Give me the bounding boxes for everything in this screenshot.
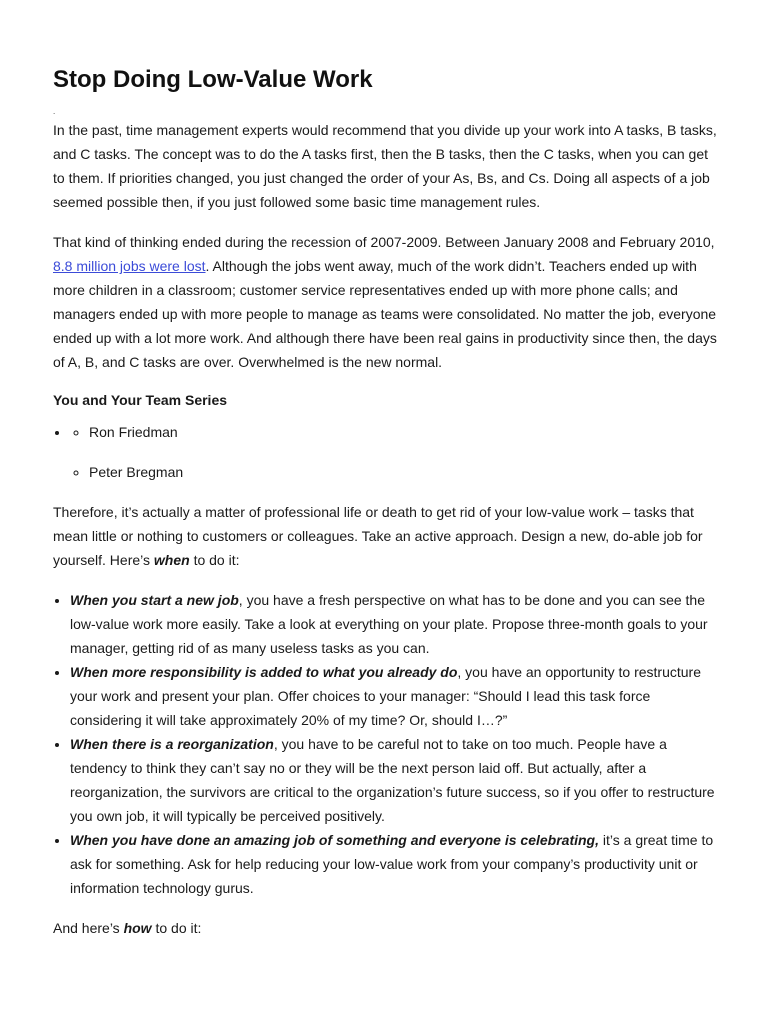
when-list (53, 588, 720, 900)
paragraph-intro: In the past, time management experts would recommend that you divide up your work into A tasks, B tasks, and C tasks. The concept was to do the A tasks first, then the B tasks, then the C tasks, when you can get to them. If priorities changed, you just changed the order of your As, Bs, and Cs. Doing all aspects of a job seemed possible then, if you just followed some basic time management rules. (53, 122, 717, 210)
series-list-item (70, 420, 720, 484)
article-title: Stop Doing Low-Value Work (53, 66, 373, 93)
when-list-item (70, 828, 720, 900)
paragraph-how-text-start: And here’s (53, 920, 124, 936)
paragraph-therefore-text-start: Therefore, it’s actually a matter of professional life or death to get rid of your low-value work – tasks that mean little or nothing to customers or colleagues. Take an active approach. Design a new, do-able job for yourself. Here’s (53, 504, 703, 568)
paragraph-therefore (53, 500, 720, 572)
jobs-lost-link[interactable]: 8.8 million jobs were lost (53, 258, 206, 274)
separator-dot: . (53, 107, 56, 116)
when-list-item-lead: When you start a new job (70, 592, 239, 608)
emphasis-how: how (123, 920, 152, 936)
when-list-item-lead: When you have done an amazing job of something and everyone is celebrating, (70, 832, 599, 848)
when-list-item-text: it’s a great time to ask for something. Ask for help reducing your low-value work from your company’s productivity unit or information technology gurus. (70, 832, 714, 896)
series-list (53, 420, 720, 484)
when-list-item (70, 660, 720, 732)
series-author-peter-bregman[interactable]: ◦ Peter Bregman (89, 460, 720, 484)
when-list-item-lead: When more responsibility is added to what you already do (70, 664, 458, 680)
series-author-ron-friedman[interactable]: ◦ • Ron Friedman (89, 420, 720, 444)
paragraph-recession-text-end: . Although the jobs went away, much of the work didn’t. Teachers ended up with more children in a classroom; customer service representatives ended up with more phone calls; and managers ended up with more people to manage as teams were consolidated. No matter the job, everyone ended up with a lot more work. And although there have been real gains in productivity since then, the days of A, B, and C tasks are over. Overwhelmed is the new normal. (53, 258, 717, 370)
when-list-item-text: , you have to be careful not to take on too much. People have a tendency to think they can’t say no or they will be the next person laid off. But actually, after a reorganization, the survivors are critical to the organization’s future success, so if you offer to restructure you own job, it will typically be perceived positively. (70, 736, 715, 824)
series-heading: You and Your Team Series (53, 392, 228, 408)
when-list-item-text: , you have an opportunity to restructure your work and present your plan. Offer choices to your manager: “Should I lead this task force considering it will take approximately 20% of my time? Or, should I…?” (70, 664, 701, 728)
when-list-item-lead: When there is a reorganization (70, 736, 274, 752)
emphasis-when: when (153, 552, 190, 568)
paragraph-therefore-text-end: to do it: (189, 552, 240, 568)
paragraph-recession (53, 230, 720, 374)
paragraph-how-text-end: to do it: (151, 920, 202, 936)
when-list-item (70, 588, 720, 660)
when-list-item (70, 732, 720, 828)
series-authors (70, 420, 720, 484)
paragraph-how (53, 916, 720, 940)
paragraph-recession-text-start: That kind of thinking ended during the recession of 2007-2009. Between January 2008 and February 2010, (53, 234, 715, 250)
when-list-item-text: , you have a fresh perspective on what has to be done and you can see the low-value work more easily. Take a look at everything on your plate. Propose three-month goals to your manager, getting rid of as many useless tasks as you can. (70, 592, 708, 656)
